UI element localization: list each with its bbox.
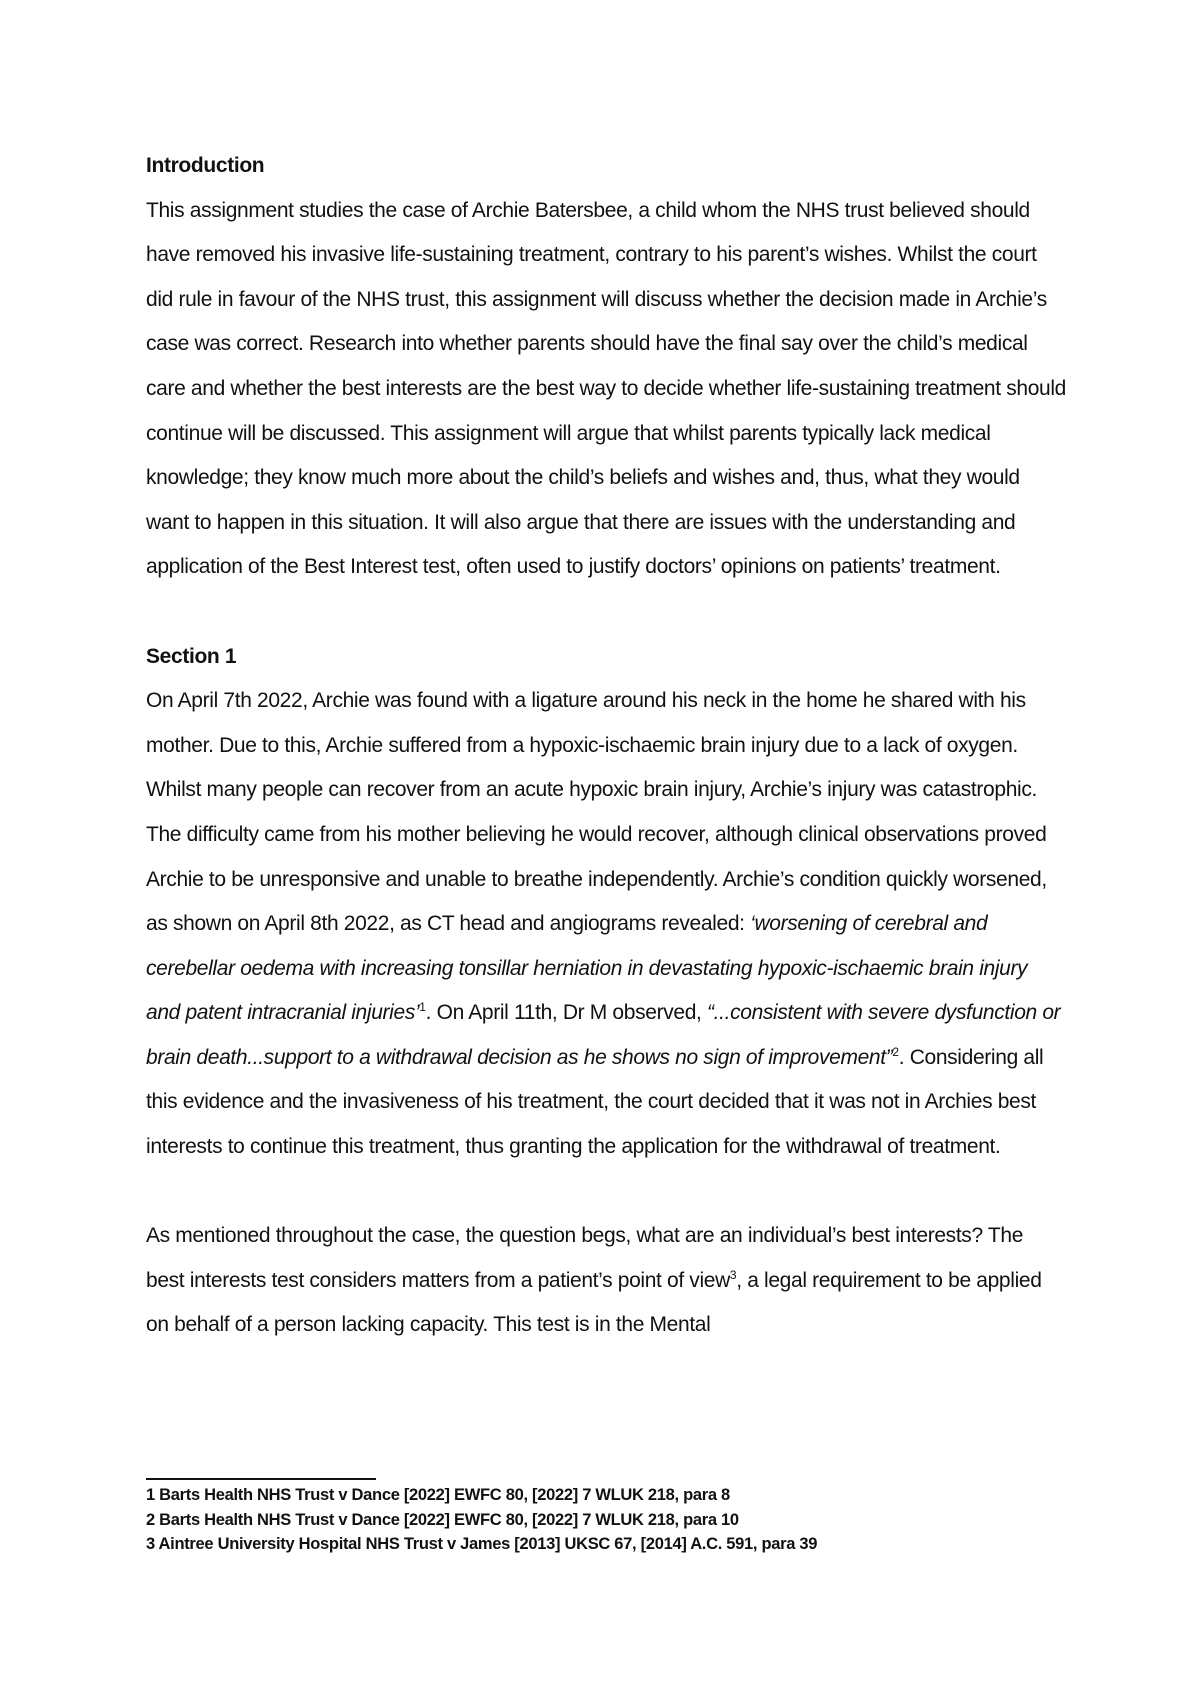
introduction-paragraph: This assignment studies the case of Archie Batersbee, a child whom the NHS trust believed should have removed his invasive life-sustaining treatment, contrary to his parent’s wishes. Whilst the court did rule in favour of the NHS trust, this assignment will discuss whether the decision made in Archie’s case was correct. Research into whether parents should have the final say over the child’s medical care and whether the best interests are the best way to decide whether life-sustaining treatment should continue will be discussed. This assignment will argue that whilst parents typically lack medical knowledge; they know much more about the child’s beliefs and wishes and, thus, what they would want to happen in this situation. It will also argue that there are issues with the understanding and application of the Best Interest test, often used to justify doctors’ opinions on patients’ treatment. xyxy=(146,198,1066,579)
document-body xyxy=(146,144,1066,1348)
footnote-ref-3[interactable]: 3 xyxy=(729,1267,737,1282)
case-quote-1: ‘worsening of cerebral and cerebellar oedema with increasing tonsillar herniation in devastating hypoxic-ischaemic brain injury and patent intracranial injuries’ xyxy=(146,912,1028,1025)
paragraph-text: On April 7th 2022, Archie was found with a ligature around his neck in the home he shared with his mother. Due to this, Archie suffered from a hypoxic-ischaemic brain injury due to a lack of oxygen. Whilst many people can recover from an acute hypoxic brain injury, Archie’s injury was catastrophic. The difficulty came from his mother believing he would recover, although clinical observations proved Archie to be unresponsive and unable to breathe independently. Archie’s condition quickly worsened, as shown on April 8th 2022, as CT head and angiograms revealed: xyxy=(146,689,1047,936)
footnote-1: 1 Barts Health NHS Trust v Dance [2022] EWFC 80, [2022] 7 WLUK 218, para 8 xyxy=(146,1486,730,1504)
footnotes xyxy=(146,1483,1066,1557)
footnote-3: 3 Aintree University Hospital NHS Trust v James [2013] UKSC 67, [2014] A.C. 591, para 39 xyxy=(146,1535,818,1553)
footnote-separator xyxy=(146,1478,376,1480)
case-quote-2: “...consistent with severe dysfunction or brain death...support to a withdrawal decision as he shows no sign of improvement” xyxy=(146,1001,1061,1069)
paragraph-text: . Considering all this evidence and the invasiveness of his treatment, the court decided that it was not in Archies best interests to continue this treatment, thus granting the application for the withdrawal of treatment. xyxy=(146,1045,1044,1159)
paragraph-spacer xyxy=(146,590,1066,635)
paragraph-spacer xyxy=(146,1170,1066,1215)
paragraph-text: As mentioned throughout the case, the question begs, what are an individual’s best interests? The best interests test considers matters from a patient’s point of view xyxy=(146,1224,1024,1292)
section-1-paragraph-2 xyxy=(146,1214,1066,1348)
footnote-ref-2[interactable]: 2 xyxy=(892,1044,899,1059)
section-heading-introduction: Introduction xyxy=(146,154,265,177)
section-1-paragraph-1 xyxy=(146,679,1066,1170)
paragraph-text: , a legal requirement to be applied on behalf of a person lacking capacity. This test is in the Mental xyxy=(146,1268,1042,1337)
section-heading-section-1: Section 1 xyxy=(146,644,237,668)
footnote-2: 2 Barts Health NHS Trust v Dance [2022] EWFC 80, [2022] 7 WLUK 218, para 10 xyxy=(146,1510,739,1529)
paragraph-text: . On April 11th, Dr M observed, xyxy=(425,1001,707,1025)
footnote-ref-1[interactable]: 1 xyxy=(419,1000,426,1015)
